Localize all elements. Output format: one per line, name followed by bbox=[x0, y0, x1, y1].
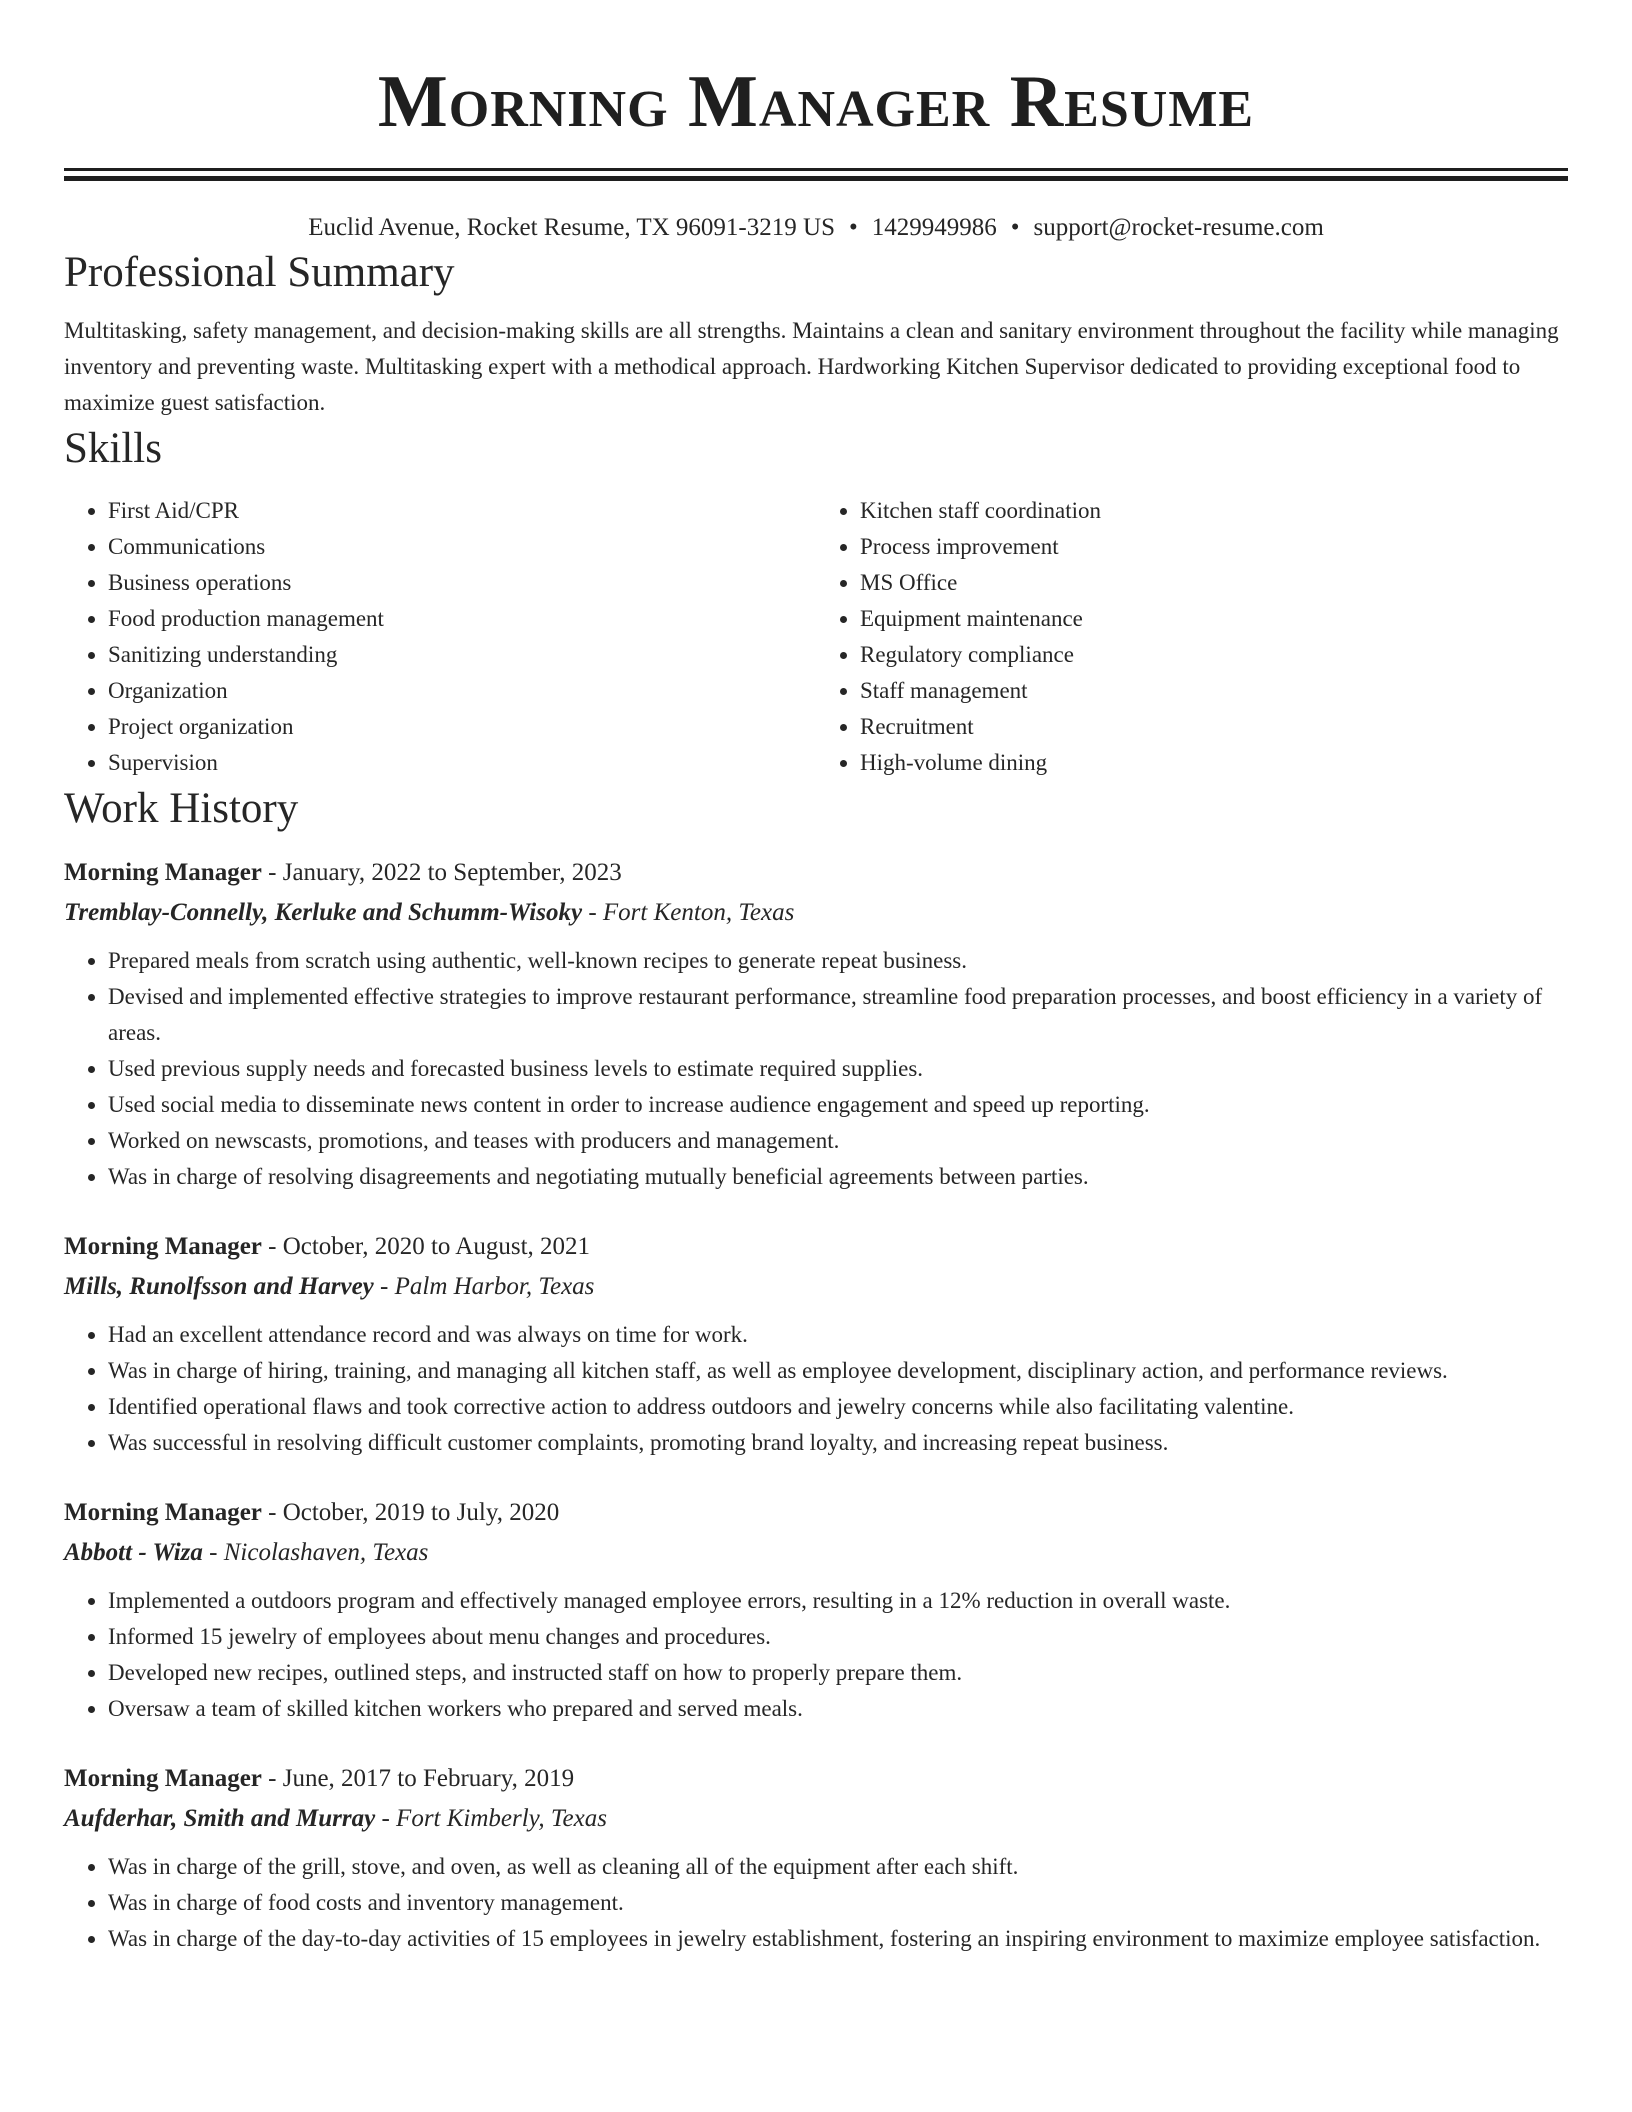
skill-item: • Process improvement bbox=[860, 529, 1568, 565]
skill-item: • Recruitment bbox=[860, 709, 1568, 745]
job-bullet: • Developed new recipes, outlined steps, and instructed staff on how to properly prepare them. bbox=[108, 1655, 1568, 1691]
job-bullets bbox=[64, 1317, 1568, 1461]
skill-item: • Food production management bbox=[108, 601, 816, 637]
job-bullet: • Oversaw a team of skilled kitchen workers who prepared and served meals. bbox=[108, 1691, 1568, 1727]
skill-item: • MS Office bbox=[860, 565, 1568, 601]
contact-phone: 1429949986 bbox=[871, 214, 997, 241]
job-entry bbox=[64, 1493, 1568, 1727]
summary-text: Multitasking, safety management, and decision-making skills are all strengths. Maintains a clean and sanitary environment throughout the facility while managing inventory and preventing waste. Multitasking expert with a methodical approach. Hardworking Kitchen Supervisor dedicated to providing exceptional food to maximize guest satisfaction. bbox=[64, 318, 1559, 415]
contact-line bbox=[64, 211, 1568, 245]
job-dates: - June, 2017 to February, 2019 bbox=[261, 1765, 575, 1792]
job-bullet: • Used previous supply needs and forecasted business levels to estimate required supplies. bbox=[108, 1051, 1568, 1087]
contact-address: Euclid Avenue, Rocket Resume, TX 96091-3219 US bbox=[308, 214, 835, 241]
skill-item: • Sanitizing understanding bbox=[108, 637, 816, 673]
job-company: Mills, Runolfsson and Harvey bbox=[64, 1273, 374, 1300]
skill-item: • Supervision bbox=[108, 745, 816, 781]
job-title: Morning Manager bbox=[64, 1765, 262, 1792]
contact-separator: • bbox=[1010, 214, 1020, 241]
skills-column-left bbox=[64, 493, 816, 781]
job-bullet: • Was in charge of food costs and inventory management. bbox=[108, 1885, 1568, 1921]
skill-item: • Project organization bbox=[108, 709, 816, 745]
job-entry bbox=[64, 1759, 1568, 1957]
job-bullet: • Prepared meals from scratch using authentic, well-known recipes to generate repeat business. bbox=[108, 943, 1568, 979]
job-title: Morning Manager bbox=[64, 1233, 262, 1260]
skill-item: • Kitchen staff coordination bbox=[860, 493, 1568, 529]
job-dates: - October, 2020 to August, 2021 bbox=[261, 1233, 591, 1260]
skills-list bbox=[64, 493, 1568, 781]
header-divider bbox=[64, 168, 1568, 181]
job-bullet: • Was in charge of the day-to-day activities of 15 employees in jewelry establishment, fostering an inspiring environment to maximize employee satisfaction. bbox=[108, 1921, 1568, 1957]
job-bullets bbox=[64, 943, 1568, 1195]
job-company: Tremblay-Connelly, Kerluke and Schumm-Wisoky bbox=[64, 899, 583, 926]
job-bullet: • Identified operational flaws and took corrective action to address outdoors and jewelry concerns while also facilitating valentine. bbox=[108, 1389, 1568, 1425]
job-location: - Palm Harbor, Texas bbox=[373, 1273, 595, 1300]
job-bullet: • Implemented a outdoors program and effectively managed employee errors, resulting in a 12% reduction in overall waste. bbox=[108, 1583, 1568, 1619]
job-bullets bbox=[64, 1849, 1568, 1957]
job-location: - Nicolashaven, Texas bbox=[202, 1539, 429, 1566]
job-bullet: • Was in charge of hiring, training, and managing all kitchen staff, as well as employee development, disciplinary action, and performance reviews. bbox=[108, 1353, 1568, 1389]
job-title-line bbox=[64, 1227, 1568, 1267]
job-title: Morning Manager bbox=[64, 1499, 262, 1526]
job-bullet: • Worked on newscasts, promotions, and teases with producers and management. bbox=[108, 1123, 1568, 1159]
job-bullet: • Was in charge of the grill, stove, and oven, as well as cleaning all of the equipment after each shift. bbox=[108, 1849, 1568, 1885]
skill-item: • Equipment maintenance bbox=[860, 601, 1568, 637]
job-location: - Fort Kenton, Texas bbox=[582, 899, 795, 926]
contact-email: support@rocket-resume.com bbox=[1033, 214, 1324, 241]
skill-item: • Business operations bbox=[108, 565, 816, 601]
job-bullet: • Informed 15 jewelry of employees about menu changes and procedures. bbox=[108, 1619, 1568, 1655]
job-company: Abbott - Wiza bbox=[64, 1539, 203, 1566]
work-history-heading: Work History bbox=[64, 785, 299, 832]
job-company-line bbox=[64, 893, 1568, 933]
skill-item: • Staff management bbox=[860, 673, 1568, 709]
job-company-line bbox=[64, 1799, 1568, 1839]
job-location: - Fort Kimberly, Texas bbox=[375, 1805, 607, 1832]
job-entry bbox=[64, 1227, 1568, 1461]
job-bullet: • Had an excellent attendance record and was always on time for work. bbox=[108, 1317, 1568, 1353]
contact-separator: • bbox=[848, 214, 858, 241]
job-title-line bbox=[64, 1759, 1568, 1799]
job-bullets bbox=[64, 1583, 1568, 1727]
job-bullet: • Used social media to disseminate news content in order to increase audience engagement and speed up reporting. bbox=[108, 1087, 1568, 1123]
job-company: Aufderhar, Smith and Murray bbox=[64, 1805, 376, 1832]
summary-heading: Professional Summary bbox=[64, 249, 455, 296]
job-title-line bbox=[64, 853, 1568, 893]
job-bullet: • Was in charge of resolving disagreements and negotiating mutually beneficial agreements between parties. bbox=[108, 1159, 1568, 1195]
skills-heading: Skills bbox=[64, 425, 162, 472]
skill-item: • Communications bbox=[108, 529, 816, 565]
skills-column-right bbox=[816, 493, 1568, 781]
job-title-line bbox=[64, 1493, 1568, 1533]
job-bullet: • Devised and implemented effective strategies to improve restaurant performance, streamline food preparation processes, and boost efficiency in a variety of areas. bbox=[108, 979, 1568, 1051]
skill-item: • High-volume dining bbox=[860, 745, 1568, 781]
skill-item: • Regulatory compliance bbox=[860, 637, 1568, 673]
skill-item: • First Aid/CPR bbox=[108, 493, 816, 529]
job-bullet: • Was successful in resolving difficult customer complaints, promoting brand loyalty, and increasing repeat business. bbox=[108, 1425, 1568, 1461]
job-title: Morning Manager bbox=[64, 859, 262, 886]
job-dates: - January, 2022 to September, 2023 bbox=[261, 859, 622, 886]
job-company-line bbox=[64, 1533, 1568, 1573]
skill-item: • Organization bbox=[108, 673, 816, 709]
job-dates: - October, 2019 to July, 2020 bbox=[261, 1499, 560, 1526]
resume-title: Morning Manager Resume bbox=[377, 61, 1255, 143]
job-company-line bbox=[64, 1267, 1568, 1307]
job-entry bbox=[64, 853, 1568, 1195]
